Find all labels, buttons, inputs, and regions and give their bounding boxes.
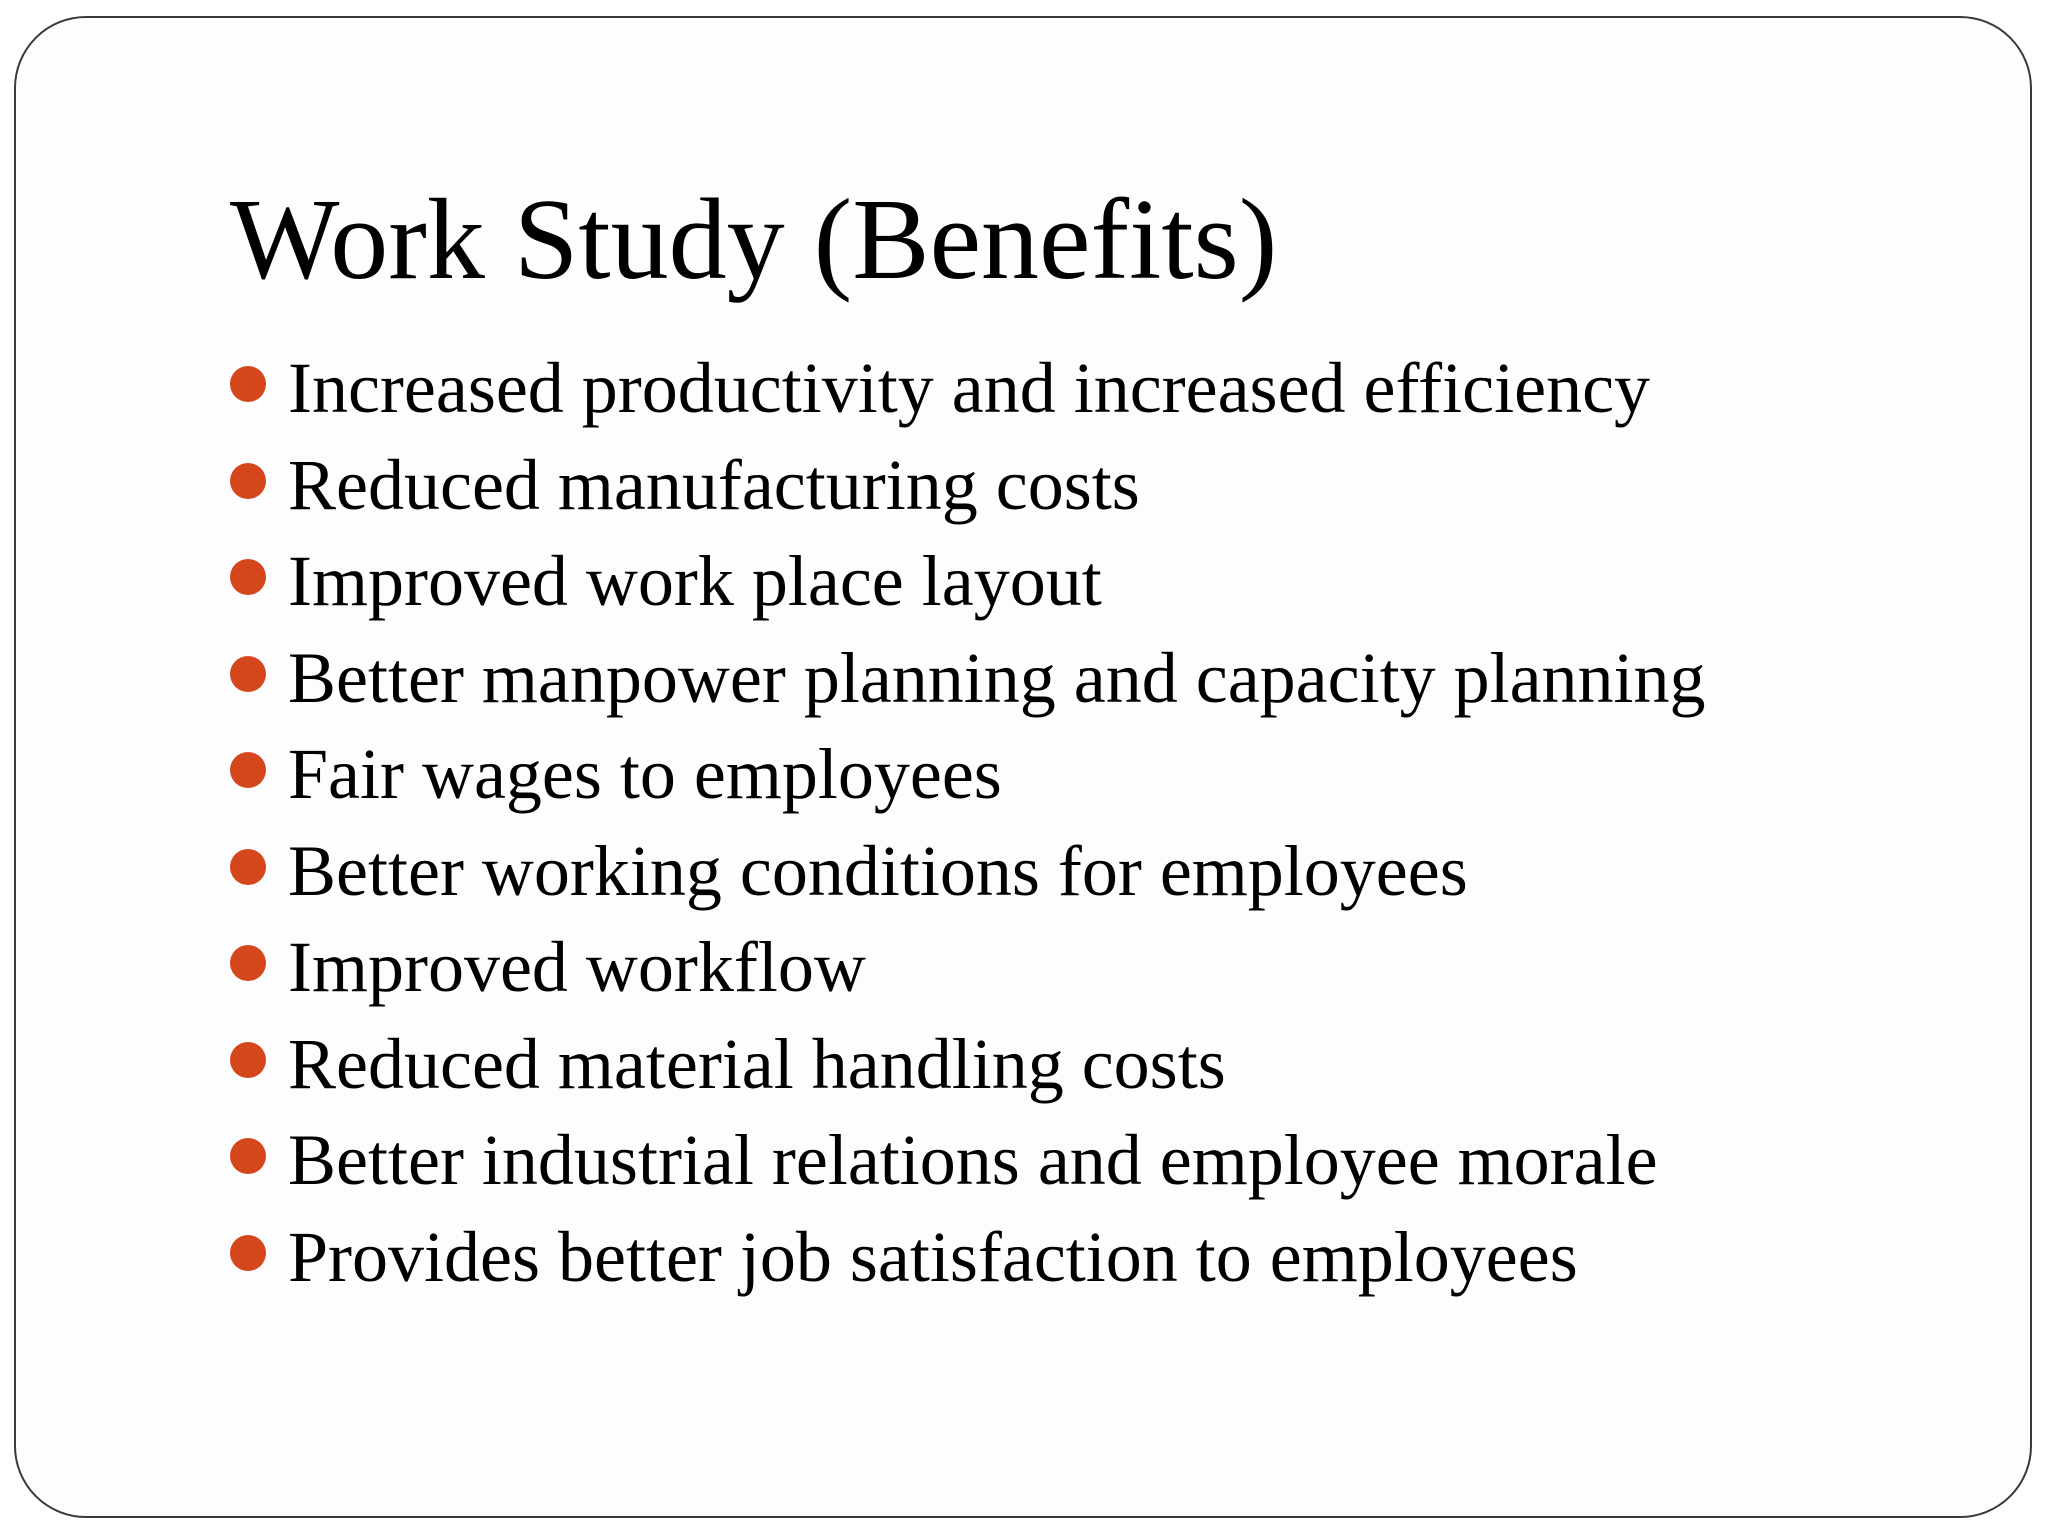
bullet-text: Improved workflow bbox=[288, 927, 866, 1007]
bullet-text: Better industrial relations and employee morale bbox=[288, 1120, 1658, 1200]
bullet-icon bbox=[230, 1138, 266, 1174]
bullet-text: Fair wages to employees bbox=[288, 734, 1002, 814]
bullet-text: Reduced manufacturing costs bbox=[288, 444, 1140, 525]
bullet-text: Provides better job satisfaction to employees bbox=[288, 1216, 1578, 1297]
bullet-icon bbox=[230, 752, 266, 788]
slide-title: Work Study (Benefits) bbox=[230, 176, 1278, 304]
list-item bbox=[230, 1022, 1706, 1119]
bullet-text: Improved work place layout bbox=[288, 541, 1102, 621]
bullet-icon bbox=[230, 366, 266, 402]
bullet-text: Increased productivity and increased efficiency bbox=[288, 348, 1651, 428]
list-item bbox=[230, 636, 1706, 733]
list-item bbox=[230, 443, 1706, 540]
bullet-icon bbox=[230, 849, 266, 885]
list-item bbox=[230, 829, 1706, 926]
bullet-icon bbox=[230, 463, 266, 499]
slide-frame bbox=[14, 16, 2032, 1518]
list-item bbox=[230, 346, 1706, 443]
bullet-icon bbox=[230, 1042, 266, 1078]
list-item bbox=[230, 1118, 1706, 1215]
list-item bbox=[230, 925, 1706, 1022]
bullet-icon bbox=[230, 1235, 266, 1271]
list-item bbox=[230, 732, 1706, 829]
list-item bbox=[230, 539, 1706, 636]
bullet-icon bbox=[230, 559, 266, 595]
bullet-text: Better working conditions for employees bbox=[288, 830, 1468, 911]
bullet-text: Reduced material handling costs bbox=[288, 1023, 1226, 1104]
list-item bbox=[230, 1215, 1706, 1312]
bullet-text: Better manpower planning and capacity planning bbox=[288, 637, 1706, 718]
bullet-list bbox=[230, 346, 1706, 1311]
bullet-icon bbox=[230, 945, 266, 981]
bullet-icon bbox=[230, 656, 266, 692]
